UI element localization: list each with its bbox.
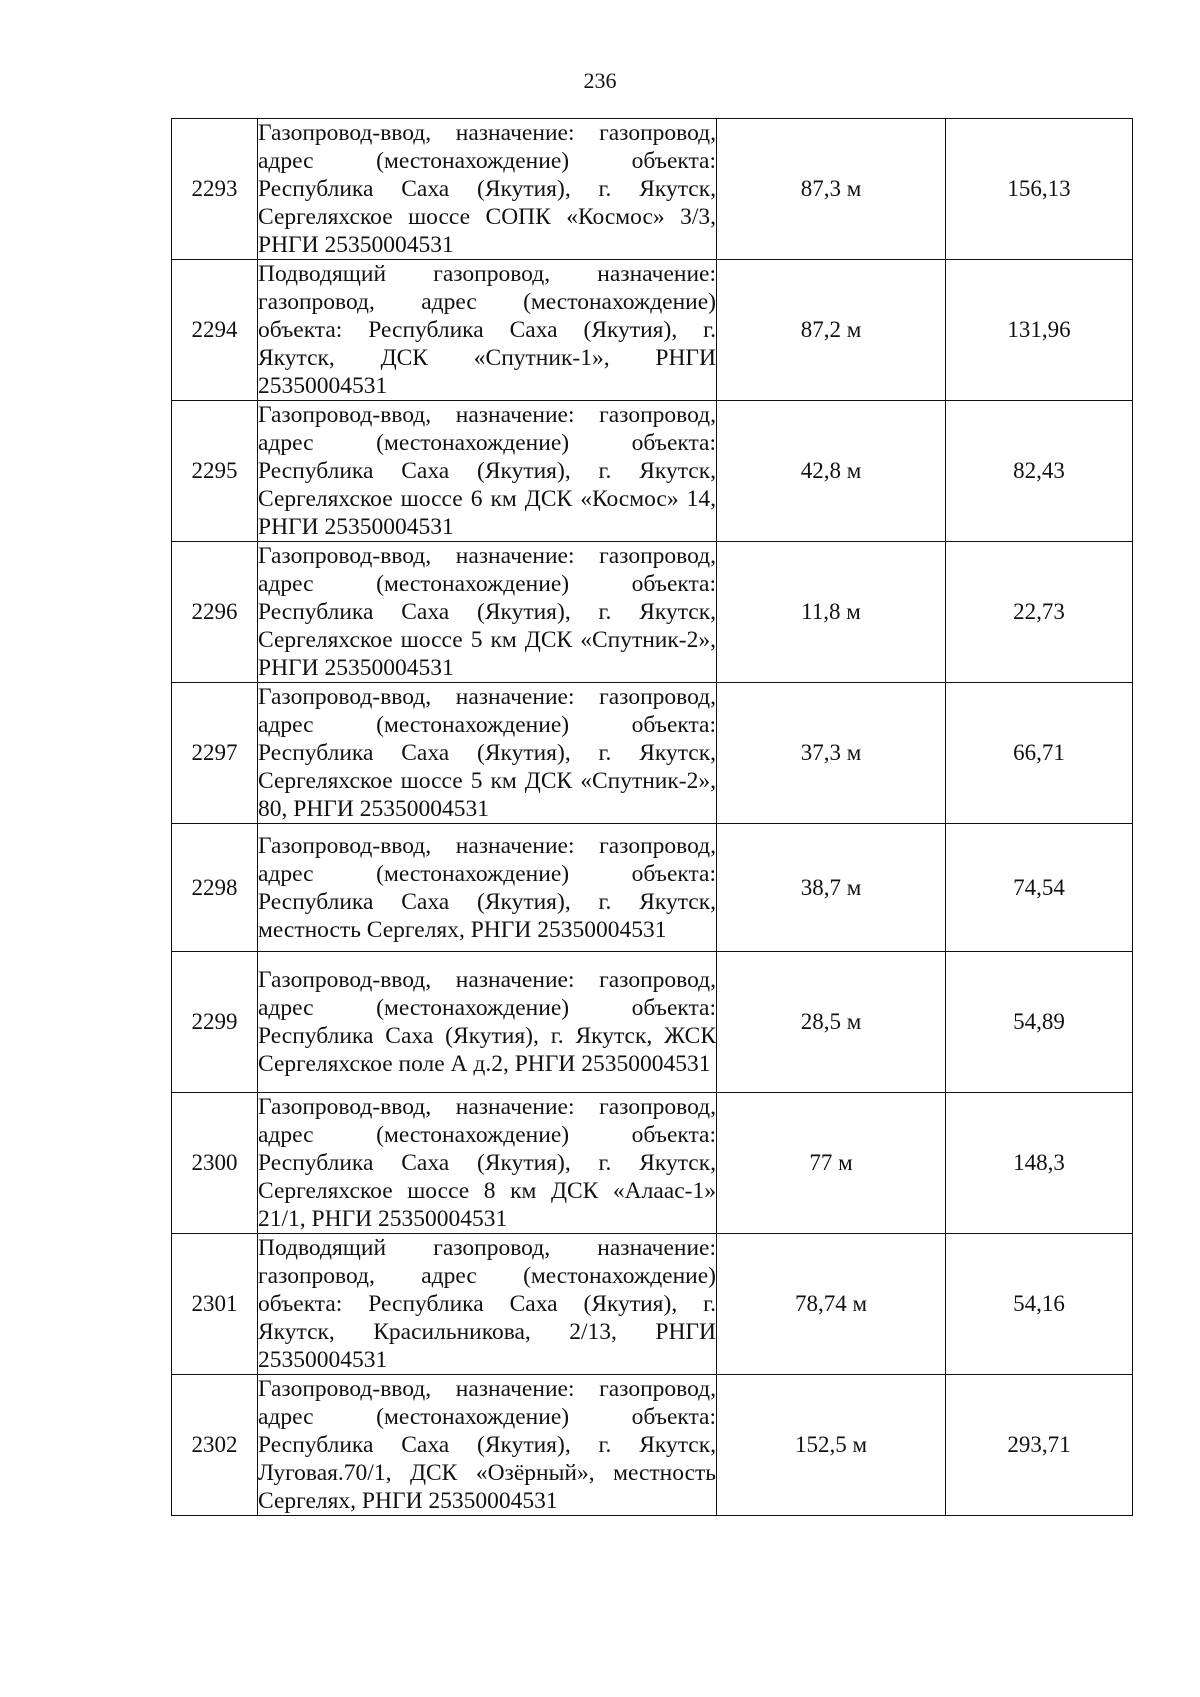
object-value: 54,16 — [946, 1234, 1133, 1375]
object-length: 87,2 м — [717, 260, 946, 401]
object-value: 156,13 — [946, 119, 1133, 260]
object-value: 148,3 — [946, 1093, 1133, 1234]
table-row — [172, 260, 1133, 401]
pipeline-registry-table — [171, 118, 1133, 1516]
object-length: 77 м — [717, 1093, 946, 1234]
object-length: 152,5 м — [717, 1375, 946, 1516]
table-row — [172, 119, 1133, 260]
object-value: 74,54 — [946, 824, 1133, 952]
table-row — [172, 683, 1133, 824]
row-number: 2295 — [172, 401, 258, 542]
table-row — [172, 1093, 1133, 1234]
object-description: Газопровод-ввод, назначение: газопровод, адрес (местонахождение) объекта: Республика Саха (Якутия), г. Якутск, Сергеляхское шоссе 6 км ДСК «Космос» 14, РНГИ 25350004531 — [258, 402, 716, 540]
object-length: 28,5 м — [717, 952, 946, 1093]
row-number: 2302 — [172, 1375, 258, 1516]
table-row — [172, 401, 1133, 542]
object-description: Газопровод-ввод, назначение: газопровод, адрес (местонахождение) объекта: Республика Саха (Якутия), г. Якутск, Луговая.70/1, ДСК «Озёрный», местность Сергелях, РНГИ 25350004531 — [258, 1376, 716, 1514]
object-description: Газопровод-ввод, назначение: газопровод, адрес (местонахождение) объекта: Республика Саха (Якутия), г. Якутск, Сергеляхское шоссе 5 км ДСК «Спутник-2», 80, РНГИ 25350004531 — [258, 684, 716, 822]
object-length: 42,8 м — [717, 401, 946, 542]
table-row — [172, 1375, 1133, 1516]
object-description: Подводящий газопровод, назначение: газопровод, адрес (местонахождение) объекта: Республика Саха (Якутия), г. Якутск, ДСК «Спутник-1», РНГИ 25350004531 — [258, 261, 716, 399]
row-number: 2294 — [172, 260, 258, 401]
row-number: 2298 — [172, 824, 258, 952]
object-value: 82,43 — [946, 401, 1133, 542]
object-description: Подводящий газопровод, назначение: газопровод, адрес (местонахождение) объекта: Республика Саха (Якутия), г. Якутск, Красильникова, 2/13, РНГИ 25350004531 — [258, 1235, 716, 1373]
object-value: 22,73 — [946, 542, 1133, 683]
row-number: 2299 — [172, 952, 258, 1093]
page-number: 236 — [583, 68, 617, 93]
table-row — [172, 952, 1133, 1093]
object-value: 66,71 — [946, 683, 1133, 824]
row-number: 2293 — [172, 119, 258, 260]
object-value: 54,89 — [946, 952, 1133, 1093]
object-description: Газопровод-ввод, назначение: газопровод, адрес (местонахождение) объекта: Республика Саха (Якутия), г. Якутск, местность Сергелях, РНГИ 25350004531 — [258, 824, 717, 952]
row-number: 2300 — [172, 1093, 258, 1234]
object-length: 37,3 м — [717, 683, 946, 824]
object-length: 38,7 м — [717, 824, 946, 952]
table-row — [172, 1234, 1133, 1375]
object-description: Газопровод-ввод, назначение: газопровод, адрес (местонахождение) объекта: Республика Саха (Якутия), г. Якутск, Сергеляхское шоссе 5 км ДСК «Спутник-2», РНГИ 25350004531 — [258, 543, 716, 681]
object-value: 293,71 — [946, 1375, 1133, 1516]
object-description: Газопровод-ввод, назначение: газопровод, адрес (местонахождение) объекта: Республика Саха (Якутия), г. Якутск, Сергеляхское шоссе 8 км ДСК «Алаас-1» 21/1, РНГИ 25350004531 — [258, 1094, 716, 1232]
object-length: 78,74 м — [717, 1234, 946, 1375]
object-description: Газопровод-ввод, назначение: газопровод, адрес (местонахождение) объекта: Республика Саха (Якутия), г. Якутск, ЖСК Сергеляхское поле А д.2, РНГИ 25350004531 — [258, 952, 717, 1093]
row-number: 2297 — [172, 683, 258, 824]
table-row — [172, 824, 1133, 952]
table-row — [172, 542, 1133, 683]
row-number: 2296 — [172, 542, 258, 683]
object-description: Газопровод-ввод, назначение: газопровод, адрес (местонахождение) объекта: Республика Саха (Якутия), г. Якутск, Сергеляхское шоссе СОПК «Космос» 3/3, РНГИ 25350004531 — [258, 120, 716, 258]
object-length: 87,3 м — [717, 119, 946, 260]
object-value: 131,96 — [946, 260, 1133, 401]
row-number: 2301 — [172, 1234, 258, 1375]
object-length: 11,8 м — [717, 542, 946, 683]
